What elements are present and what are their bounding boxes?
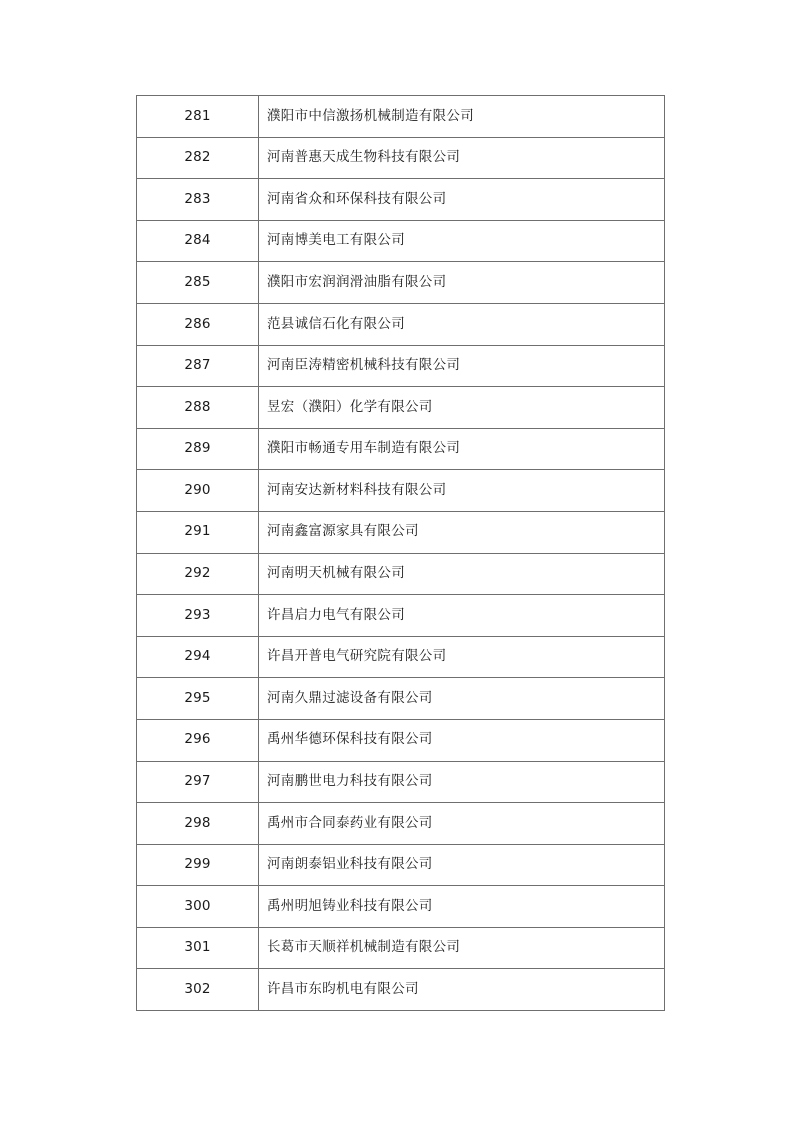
table-row <box>137 969 665 1011</box>
table-row <box>137 345 665 387</box>
company-name: 河南久鼎过滤设备有限公司 <box>259 678 665 720</box>
row-number: 291 <box>137 511 259 553</box>
company-name: 河南朗泰铝业科技有限公司 <box>259 844 665 886</box>
row-number: 300 <box>137 886 259 928</box>
table-row <box>137 262 665 304</box>
row-number: 295 <box>137 678 259 720</box>
row-number: 286 <box>137 303 259 345</box>
company-name: 许昌市东昀机电有限公司 <box>259 969 665 1011</box>
table-row <box>137 886 665 928</box>
table-row <box>137 719 665 761</box>
company-name: 河南普惠天成生物科技有限公司 <box>259 137 665 179</box>
company-name: 濮阳市畅通专用车制造有限公司 <box>259 428 665 470</box>
table-body <box>137 96 665 1011</box>
row-number: 299 <box>137 844 259 886</box>
company-name: 濮阳市中信激扬机械制造有限公司 <box>259 96 665 138</box>
row-number: 285 <box>137 262 259 304</box>
row-number: 288 <box>137 387 259 429</box>
company-name: 河南省众和环保科技有限公司 <box>259 179 665 221</box>
row-number: 281 <box>137 96 259 138</box>
table-row <box>137 179 665 221</box>
table-row <box>137 803 665 845</box>
company-name: 濮阳市宏润润滑油脂有限公司 <box>259 262 665 304</box>
table-row <box>137 678 665 720</box>
company-name: 河南安达新材料科技有限公司 <box>259 470 665 512</box>
company-name: 范县诚信石化有限公司 <box>259 303 665 345</box>
company-list-table <box>136 95 665 1011</box>
company-name: 许昌开普电气研究院有限公司 <box>259 636 665 678</box>
company-name: 禹州市合同泰药业有限公司 <box>259 803 665 845</box>
table-row <box>137 927 665 969</box>
company-name: 河南明天机械有限公司 <box>259 553 665 595</box>
company-name: 长葛市天顺祥机械制造有限公司 <box>259 927 665 969</box>
company-name: 河南鑫富源家具有限公司 <box>259 511 665 553</box>
row-number: 282 <box>137 137 259 179</box>
row-number: 287 <box>137 345 259 387</box>
table-row <box>137 303 665 345</box>
row-number: 298 <box>137 803 259 845</box>
row-number: 294 <box>137 636 259 678</box>
row-number: 290 <box>137 470 259 512</box>
company-name: 禹州华德环保科技有限公司 <box>259 719 665 761</box>
table-row <box>137 220 665 262</box>
row-number: 289 <box>137 428 259 470</box>
table-row <box>137 137 665 179</box>
company-name: 许昌启力电气有限公司 <box>259 595 665 637</box>
table-row <box>137 96 665 138</box>
company-name: 河南博美电工有限公司 <box>259 220 665 262</box>
table-row <box>137 511 665 553</box>
table-row <box>137 636 665 678</box>
table-row <box>137 428 665 470</box>
row-number: 292 <box>137 553 259 595</box>
company-name: 昱宏（濮阳）化学有限公司 <box>259 387 665 429</box>
table-row <box>137 470 665 512</box>
company-name: 河南鹏世电力科技有限公司 <box>259 761 665 803</box>
row-number: 296 <box>137 719 259 761</box>
table-row <box>137 595 665 637</box>
company-name: 河南臣涛精密机械科技有限公司 <box>259 345 665 387</box>
table-row <box>137 844 665 886</box>
row-number: 297 <box>137 761 259 803</box>
table-row <box>137 387 665 429</box>
company-name: 禹州明旭铸业科技有限公司 <box>259 886 665 928</box>
row-number: 301 <box>137 927 259 969</box>
row-number: 293 <box>137 595 259 637</box>
row-number: 284 <box>137 220 259 262</box>
table-row <box>137 761 665 803</box>
row-number: 302 <box>137 969 259 1011</box>
table-row <box>137 553 665 595</box>
row-number: 283 <box>137 179 259 221</box>
